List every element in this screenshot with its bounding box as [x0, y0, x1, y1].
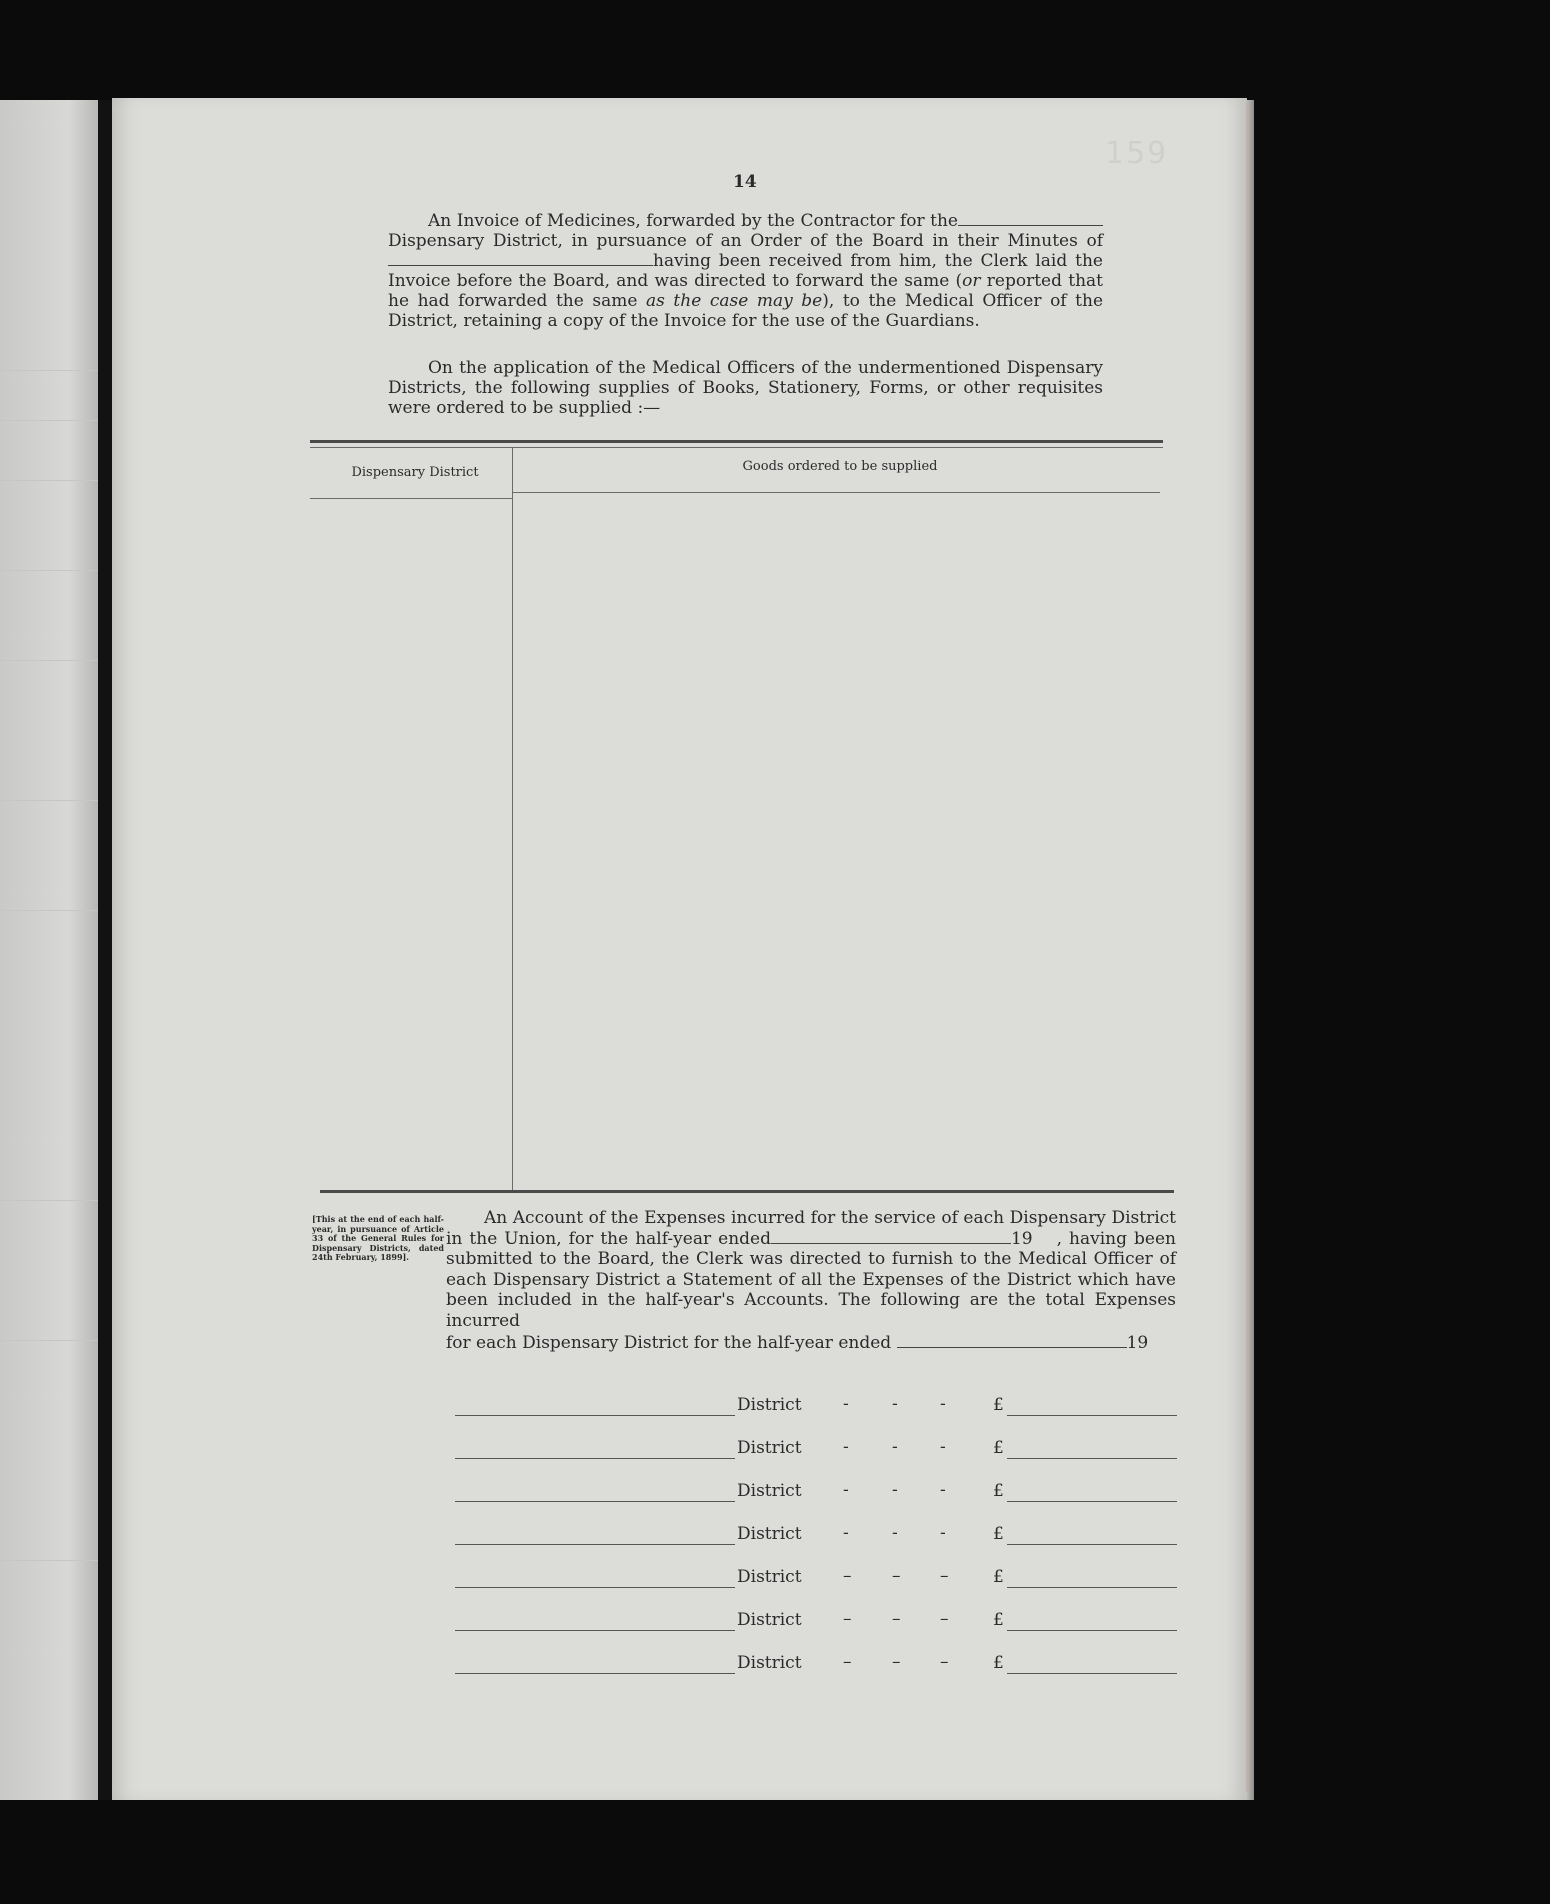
district-label: District: [737, 1481, 802, 1501]
district-name-blank[interactable]: [455, 1630, 735, 1631]
header-underline-goods: [512, 492, 1160, 493]
half-year-date-blank[interactable]: [771, 1229, 1011, 1244]
pound-sign: £: [993, 1481, 1004, 1501]
amount-blank[interactable]: [1007, 1544, 1177, 1545]
district-name-blank[interactable]: [455, 1673, 735, 1674]
contractor-blank[interactable]: [958, 211, 1103, 226]
district-row: [455, 1609, 1175, 1631]
leader-dash: –: [940, 1652, 949, 1672]
minutes-date-blank[interactable]: [388, 251, 653, 266]
account-paragraph: [446, 1208, 1176, 1331]
district-label: District: [737, 1438, 802, 1458]
district-name-blank[interactable]: [455, 1415, 735, 1416]
pound-sign: £: [993, 1524, 1004, 1544]
account-text-2: , having been submitted to the Board, the Clerk was directed to furnish to the Medical Officer of each Dispensary District a Statement of all the Expenses of the District which have been included in the half-year's Accounts. The following are the total Expenses incurred: [446, 1228, 1176, 1331]
margin-note: [This at the end of each half-year, in pursuance of Article 33 of the General Rules for Dispensary Districts, dated 24th February, 1899].: [312, 1214, 444, 1262]
account-text-1: An Account of the Expenses incurred for the service of each Dispensary District in the Union, for the half-year ended: [446, 1208, 1176, 1249]
district-row: [455, 1523, 1175, 1545]
pound-sign: £: [993, 1653, 1004, 1673]
invoice-text-4: reported that he had forwarded the same: [388, 271, 1104, 311]
district-name-blank[interactable]: [455, 1544, 735, 1545]
column-header-district: Dispensary District: [351, 465, 479, 480]
invoice-text-1: An Invoice of Medicines, forwarded by the Contractor for the: [428, 211, 958, 231]
district-label: District: [737, 1567, 802, 1587]
folio-stamp: 159: [1105, 136, 1169, 171]
leader-dash: –: [892, 1652, 901, 1672]
district-label: District: [737, 1524, 802, 1544]
district-row: [455, 1394, 1175, 1416]
leader-dash: -: [843, 1394, 849, 1414]
account-last-year: 19: [1126, 1333, 1149, 1353]
invoice-paragraph: [388, 211, 1103, 331]
application-text: On the application of the Medical Officers of the undermentioned Dispensary Districts, the following supplies of Books, Stationery, Forms, or other requisites were ordered to be supplied :—: [388, 358, 1103, 418]
district-row: [455, 1652, 1175, 1674]
account-last-text: for each Dispensary District for the half-year ended: [446, 1333, 892, 1353]
leader-dash: -: [892, 1480, 898, 1500]
leader-dash: –: [843, 1652, 852, 1672]
district-row: [455, 1480, 1175, 1502]
table-body-district-cell[interactable]: [311, 500, 511, 1188]
table-top-rule-thin: [310, 447, 1163, 448]
district-name-blank[interactable]: [455, 1458, 735, 1459]
leader-dash: -: [940, 1480, 946, 1500]
account-last-line: [446, 1333, 1148, 1353]
district-name-blank[interactable]: [455, 1501, 735, 1502]
invoice-or-italic: or: [962, 271, 981, 291]
table-body-goods-cell[interactable]: [514, 495, 1160, 1188]
page-number: 14: [733, 172, 757, 192]
amount-blank[interactable]: [1007, 1630, 1177, 1631]
table-top-rule: [310, 440, 1163, 443]
application-paragraph: [388, 358, 1103, 418]
amount-blank[interactable]: [1007, 1501, 1177, 1502]
previous-page: [0, 100, 98, 1800]
invoice-text-3: having been received from him, the Clerk laid the Invoice before the Board, and was directed to forward the same (: [388, 251, 1103, 291]
pound-sign: £: [993, 1610, 1004, 1630]
account-year-prefix: 19: [1010, 1228, 1033, 1249]
column-header-goods: Goods ordered to be supplied: [742, 459, 938, 474]
leader-dash: -: [892, 1523, 898, 1543]
leader-dash: –: [892, 1566, 901, 1586]
amount-blank[interactable]: [1007, 1587, 1177, 1588]
amount-blank[interactable]: [1007, 1673, 1177, 1674]
leader-dash: -: [892, 1437, 898, 1457]
invoice-text-5: ), to the Medical Officer of the District, retaining a copy of the Invoice for the use of the Guardians.: [388, 291, 1104, 331]
invoice-text-2: Dispensary District, in pursuance of an Order of the Board in their Minutes of: [388, 231, 1103, 251]
pound-sign: £: [993, 1395, 1004, 1415]
amount-blank[interactable]: [1007, 1415, 1177, 1416]
book-gutter: [98, 100, 112, 1800]
district-label: District: [737, 1610, 802, 1630]
leader-dash: -: [892, 1394, 898, 1414]
district-name-blank[interactable]: [455, 1587, 735, 1588]
table-bottom-rule: [320, 1190, 1174, 1193]
leader-dash: -: [940, 1437, 946, 1457]
leader-dash: –: [892, 1609, 901, 1629]
leader-dash: -: [940, 1394, 946, 1414]
leader-dash: -: [843, 1480, 849, 1500]
header-underline-district: [310, 498, 512, 499]
amount-blank[interactable]: [1007, 1458, 1177, 1459]
pound-sign: £: [993, 1438, 1004, 1458]
pound-sign: £: [993, 1567, 1004, 1587]
district-row: [455, 1437, 1175, 1459]
leader-dash: –: [940, 1566, 949, 1586]
district-label: District: [737, 1653, 802, 1673]
leader-dash: –: [843, 1566, 852, 1586]
leader-dash: –: [940, 1609, 949, 1629]
leader-dash: -: [843, 1523, 849, 1543]
leader-dash: -: [940, 1523, 946, 1543]
district-row: [455, 1566, 1175, 1588]
district-label: District: [737, 1395, 802, 1415]
page-edge-tint: [1246, 102, 1249, 1792]
half-year-end-blank[interactable]: [897, 1333, 1127, 1348]
leader-dash: –: [843, 1609, 852, 1629]
table-column-divider: [512, 448, 513, 1193]
invoice-case-italic: as the case may be: [646, 291, 823, 311]
leader-dash: -: [843, 1437, 849, 1457]
